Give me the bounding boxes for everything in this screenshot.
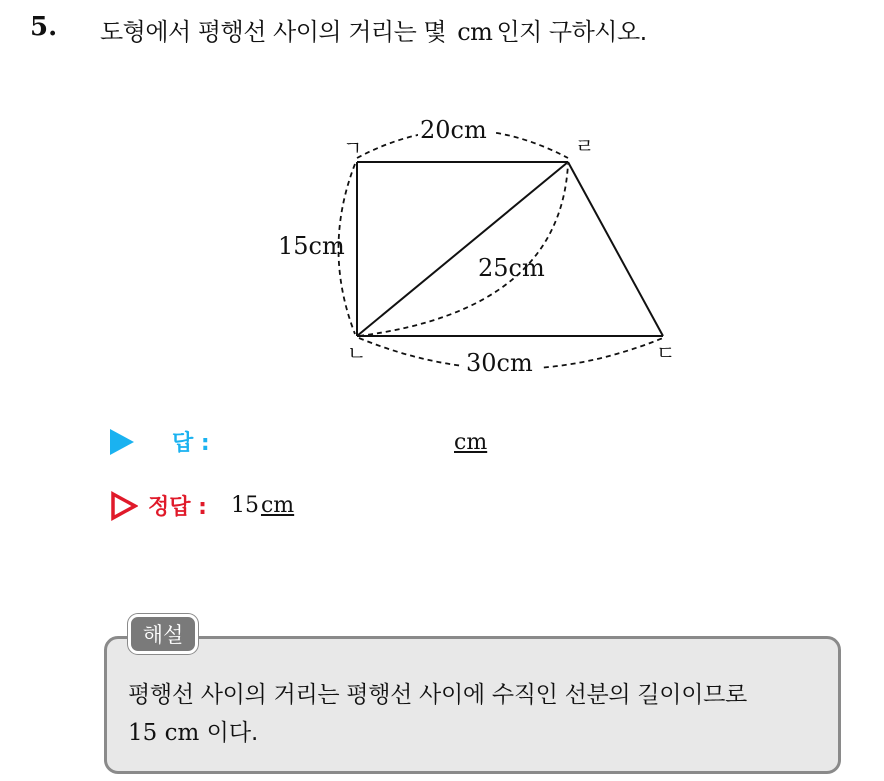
solution-line-1: 평행선 사이의 거리는 평행선 사이에 수직인 선분의 길이이므로 xyxy=(128,682,747,708)
label-left: 15cm xyxy=(278,232,345,260)
play-triangle-icon xyxy=(110,429,134,455)
diagonal xyxy=(357,162,568,336)
correct-answer-label: 정답 : xyxy=(148,495,207,520)
question-text-after: 인지 구하시오. xyxy=(496,18,647,46)
question-unit: cm xyxy=(457,18,493,46)
correct-answer-number: 15 xyxy=(230,493,259,518)
answer-unit-blank[interactable]: cm xyxy=(454,430,488,455)
solution-unit: cm xyxy=(164,720,200,746)
vertex-b: ㄴ xyxy=(347,341,367,365)
vertex-a: ㄱ xyxy=(343,136,363,160)
vertex-c: ㄷ xyxy=(656,341,676,365)
correct-answer-row xyxy=(110,490,294,521)
solution-rest: 이다. xyxy=(206,720,259,746)
label-diagonal: 25cm xyxy=(478,254,545,282)
answer-row xyxy=(110,426,210,457)
question-text-before: 도형에서 평행선 사이의 거리는 몇 xyxy=(100,18,447,46)
label-bottom: 30cm xyxy=(466,349,533,377)
solution-tag: 해설 xyxy=(128,614,198,654)
label-top: 20cm xyxy=(420,116,487,144)
edge-right xyxy=(568,162,663,336)
correct-answer-value xyxy=(231,493,294,518)
solution-value: 15 xyxy=(128,720,158,746)
vertex-d: ㄹ xyxy=(575,134,595,158)
solution-line-2 xyxy=(128,714,258,747)
arc-diagonal xyxy=(359,164,568,336)
answer-label: 답 : xyxy=(172,431,210,456)
outline-triangle-icon xyxy=(110,491,138,521)
question-number: 5. xyxy=(30,12,58,42)
correct-answer-unit: cm xyxy=(260,493,295,518)
